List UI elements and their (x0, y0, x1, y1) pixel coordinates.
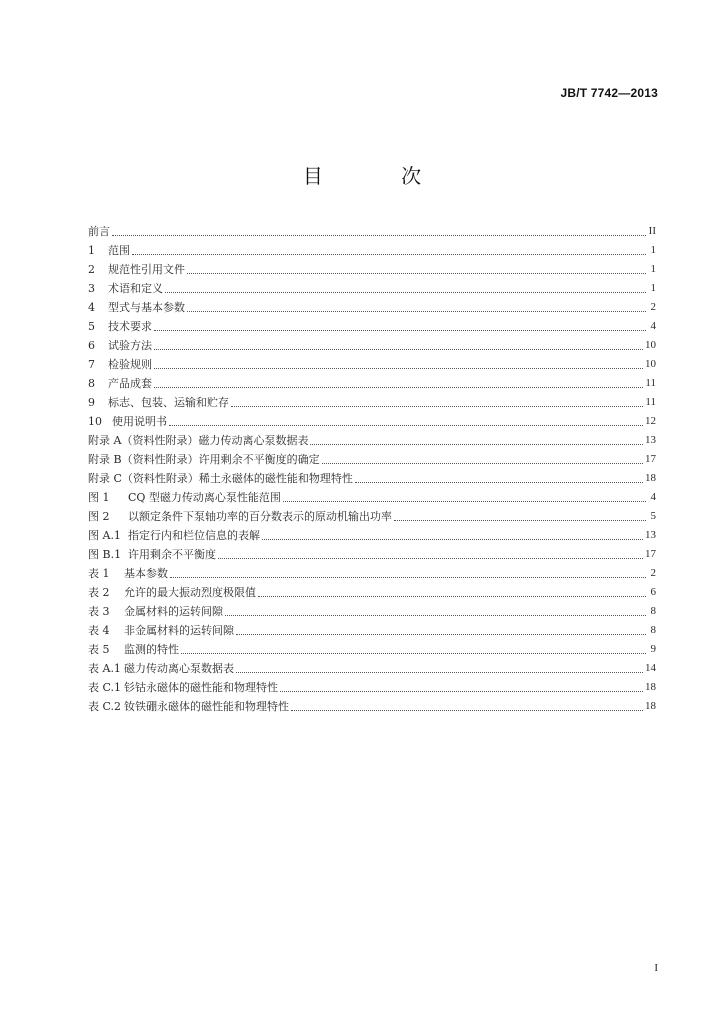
toc-entry-label: 附录 A（资料性附录）磁力传动离心泵数据表 (88, 434, 309, 447)
toc-entry-label: 附录 C（资料性附录）稀土永磁体的磁性能和物理特性 (88, 472, 353, 485)
toc-dot-leader (236, 671, 643, 673)
toc-entry-page: 18 (645, 681, 656, 693)
toc-dot-leader (283, 500, 646, 502)
toc-entry-number: 表 3 (88, 605, 110, 618)
toc-entry-number: 4 (88, 301, 95, 314)
toc-dot-leader (236, 633, 646, 635)
toc-entry-page: 2 (650, 567, 656, 579)
toc-entry[interactable] (88, 374, 656, 393)
page-title: 目 次 (302, 164, 458, 188)
toc-entry-number: 表 C.1 (88, 681, 122, 694)
toc-entry-label: CQ 型磁力传动离心泵性能范围 (128, 491, 281, 504)
toc-entry[interactable] (88, 602, 656, 621)
toc-entry-page: 14 (645, 662, 656, 674)
toc-entry-page: 12 (645, 415, 656, 427)
toc-dot-leader (225, 614, 646, 616)
toc-entry-number: 7 (88, 358, 95, 371)
toc-entry-page: 2 (650, 301, 656, 313)
page-number: I (654, 962, 658, 974)
toc-entry-label: 技术要求 (108, 320, 152, 333)
toc-entry-page: 10 (645, 358, 656, 370)
toc-entry-label: 金属材料的运转间隙 (124, 605, 223, 618)
toc-entry-label: 术语和定义 (108, 282, 163, 295)
toc-dot-leader (132, 253, 646, 255)
toc-entry-page: 4 (650, 320, 656, 332)
toc-entry-number: 表 C.2 (88, 700, 122, 713)
toc-dot-leader (170, 576, 646, 578)
toc-dot-leader (262, 538, 643, 540)
toc-dot-leader (322, 462, 643, 464)
toc-entry[interactable] (88, 697, 656, 716)
toc-entry-page: 8 (650, 605, 656, 617)
toc-entry-number: 表 2 (88, 586, 110, 599)
toc-entry-number: 图 1 (88, 491, 110, 504)
toc-entry-label: 使用说明书 (112, 415, 167, 428)
toc-entry[interactable] (88, 279, 656, 298)
toc-entry[interactable] (88, 241, 656, 260)
toc-entry-label: 磁力传动离心泵数据表 (124, 662, 234, 675)
toc-entry-label: 监测的特性 (124, 643, 179, 656)
toc-entry-label: 标志、包装、运输和贮存 (108, 396, 229, 409)
toc-entry-number: 表 A.1 (88, 662, 121, 675)
toc-entry-page: 13 (645, 434, 656, 446)
toc-dot-leader (154, 367, 643, 369)
toc-dot-leader (258, 595, 646, 597)
toc-entry-page: 1 (650, 282, 656, 294)
toc-entry-label: 非金属材料的运转间隙 (124, 624, 234, 637)
toc-entry[interactable] (88, 412, 656, 431)
toc-dot-leader (154, 329, 646, 331)
toc-entry-label: 试验方法 (108, 339, 152, 352)
toc-dot-leader (187, 272, 646, 274)
toc-entry-label: 附录 B（资料性附录）许用剩余不平衡度的确定 (88, 453, 320, 466)
toc-entry[interactable] (88, 469, 656, 488)
toc-entry[interactable] (88, 564, 656, 583)
toc-entry-label: 检验规则 (108, 358, 152, 371)
toc-entry[interactable] (88, 431, 656, 450)
toc-entry-label: 指定行内和栏位信息的表解 (128, 529, 260, 542)
toc-entry-label: 范围 (108, 244, 130, 257)
toc-entry-number: 5 (88, 320, 95, 333)
toc-dot-leader (154, 386, 643, 388)
toc-dot-leader (394, 519, 646, 521)
toc-entry-label: 许用剩余不平衡度 (128, 548, 216, 561)
toc-entry-label: 钐钴永磁体的磁性能和物理特性 (124, 681, 278, 694)
toc-entry-page: 1 (650, 244, 656, 256)
toc-entry-number: 2 (88, 263, 95, 276)
table-of-contents (88, 222, 656, 716)
toc-entry[interactable] (88, 222, 656, 241)
toc-entry-page: 11 (645, 396, 656, 408)
toc-entry-number: 表 4 (88, 624, 110, 637)
toc-entry-number: 表 1 (88, 567, 110, 580)
toc-entry-page: 1 (650, 263, 656, 275)
toc-entry[interactable] (88, 545, 656, 564)
toc-dot-leader (355, 481, 643, 483)
toc-dot-leader (231, 405, 643, 407)
toc-entry[interactable] (88, 450, 656, 469)
toc-entry-label: 允许的最大振动烈度极限值 (124, 586, 256, 599)
toc-dot-leader (154, 348, 643, 350)
toc-entry[interactable] (88, 507, 656, 526)
toc-entry[interactable] (88, 393, 656, 412)
toc-entry-page: 17 (645, 453, 656, 465)
toc-entry[interactable] (88, 583, 656, 602)
toc-entry-number: 图 2 (88, 510, 110, 523)
toc-entry[interactable] (88, 336, 656, 355)
toc-entry-page: 8 (650, 624, 656, 636)
toc-dot-leader (291, 709, 643, 711)
toc-entry[interactable] (88, 298, 656, 317)
toc-entry-page: 6 (650, 586, 656, 598)
toc-entry-page: 11 (645, 377, 656, 389)
toc-entry-number: 表 5 (88, 643, 110, 656)
toc-entry[interactable] (88, 678, 656, 697)
toc-entry-page: 9 (650, 643, 656, 655)
toc-entry-label: 前言 (88, 225, 110, 238)
toc-entry[interactable] (88, 260, 656, 279)
toc-entry-label: 产品成套 (108, 377, 152, 390)
toc-entry-page: 13 (645, 529, 656, 541)
toc-entry-number: 9 (88, 396, 95, 409)
toc-entry[interactable] (88, 659, 656, 678)
toc-entry-page: 10 (645, 339, 656, 351)
toc-entry[interactable] (88, 317, 656, 336)
toc-dot-leader (218, 557, 643, 559)
toc-entry-label: 以额定条件下泵轴功率的百分数表示的原动机输出功率 (128, 510, 392, 523)
toc-entry[interactable] (88, 526, 656, 545)
toc-entry-number: 8 (88, 377, 95, 390)
toc-entry-page: 4 (650, 491, 656, 503)
toc-entry[interactable] (88, 621, 656, 640)
toc-dot-leader (187, 310, 646, 312)
toc-entry-label: 型式与基本参数 (108, 301, 185, 314)
toc-entry-number: 10 (88, 415, 102, 428)
toc-entry-number: 图 A.1 (88, 529, 121, 542)
toc-entry-label: 基本参数 (124, 567, 168, 580)
toc-entry[interactable] (88, 488, 656, 507)
toc-entry-number: 1 (88, 244, 95, 257)
toc-entry-page: 17 (645, 548, 656, 560)
toc-entry-number: 6 (88, 339, 95, 352)
toc-dot-leader (181, 652, 646, 654)
standard-number: JB/T 7742—2013 (560, 86, 658, 100)
toc-dot-leader (112, 234, 646, 236)
toc-entry-number: 3 (88, 282, 95, 295)
toc-entry[interactable] (88, 640, 656, 659)
toc-entry[interactable] (88, 355, 656, 374)
toc-entry-page: 5 (650, 510, 656, 522)
toc-entry-number: 图 B.1 (88, 548, 122, 561)
toc-entry-page: 18 (645, 472, 656, 484)
toc-entry-page: II (648, 225, 656, 237)
toc-dot-leader (310, 443, 643, 445)
toc-entry-label: 规范性引用文件 (108, 263, 185, 276)
toc-entry-page: 18 (645, 700, 656, 712)
toc-dot-leader (169, 424, 643, 426)
toc-dot-leader (165, 291, 646, 293)
toc-entry-label: 钕铁硼永磁体的磁性能和物理特性 (124, 700, 289, 713)
toc-dot-leader (280, 690, 643, 692)
